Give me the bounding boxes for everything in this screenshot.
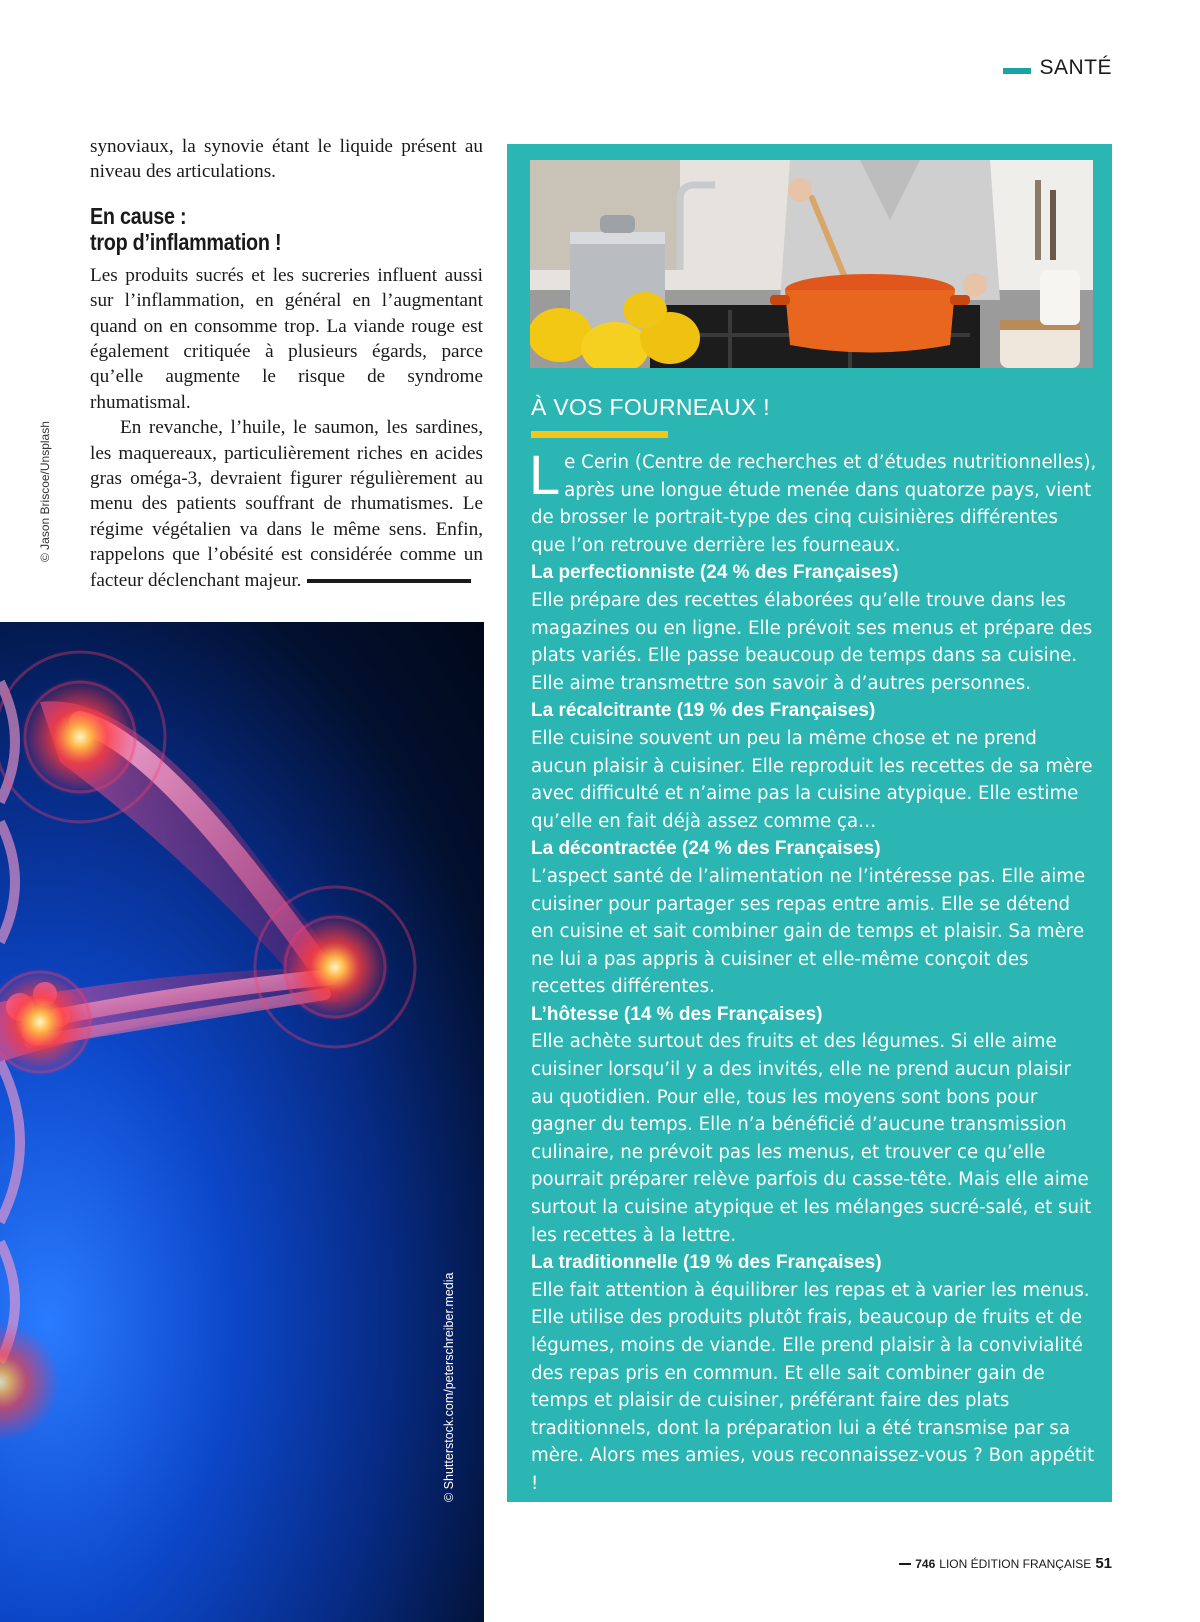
publication-name: LION ÉDITION FRANÇAISE (939, 1556, 1092, 1571)
article-body (90, 263, 483, 593)
intro-paragraph: synoviaux, la synovie étant le liquide présent au niveau des articulations. (90, 136, 483, 183)
article-column (90, 134, 483, 593)
type-heading-perfectionniste: La perfectionniste (24 % des Françaises) (531, 562, 899, 584)
dropcap: L (529, 443, 561, 506)
subhead-line-1: En cause : (90, 202, 187, 229)
page-number: 51 (1095, 1555, 1112, 1572)
photo-credit-joint: © Shutterstock.com/peterschreiber.media (442, 1272, 456, 1502)
joint-inflammation-image (0, 622, 484, 1622)
paragraph-2-text: En revanche, l’huile, le saumon, les sardines, les maquereaux, particulièrement riches en acides gras oméga-3, devraient figurer régulièrement au menu des patients souffrant de rhumatismes. Le régime végétalien va dans le même sens. Enfin, rappelons que l’obésité est considérée comme un facteur déclenchant majeur. (90, 417, 483, 591)
type-text-perfectionniste: Elle prépare des recettes élaborées qu’elle trouve dans les magazines ou en ligne. Elle prévoit ses menus et prépare des plats variés. Elle passe beaucoup de temps dans sa cuisine. Elle aime transmettre son savoir à d’autres personnes. (531, 589, 1093, 694)
type-heading-hotesse: L’hôtesse (14 % des Françaises) (531, 1003, 823, 1025)
sidebar-title-underline (531, 431, 668, 438)
paragraph-1: Les produits sucrés et les sucreries influent aussi sur l’inflammation, en général en l’augmentant quand on en consomme trop. La viande rouge est également critiquée à plusieurs égards, parce qu’elle augmente le risque de syndrome rhumatismal. (90, 264, 483, 413)
section-bar (1003, 68, 1031, 74)
section-tag (1003, 56, 1112, 80)
page-footer (899, 1555, 1112, 1572)
footer-bar (899, 1563, 911, 1565)
article-subhead (90, 203, 428, 255)
kitchen-illustration (530, 160, 1093, 368)
type-text-decontractee: L’aspect santé de l’alimentation ne l’intéresse pas. Elle aime cuisiner pour partager ses repas entre amis. Elle se détend en cuisine et sait combiner gain de temps et plaisir. Sa mère ne lui a pas appris à cuisiner et elle-même conçoit des recettes différentes. (531, 865, 1086, 998)
article-intro (90, 134, 483, 185)
type-text-recalcitrante: Elle cuisine souvent un peu la même chose et ne prend aucun plaisir à cuisiner. Elle reproduit les recettes de sa mère avec difficulté et n’aime pas la cuisine atypique. Elle estime qu’elle en fait déjà assez comme ça… (531, 727, 1093, 832)
sidebar-intro: e Cerin (Centre de recherches et d’études nutritionnelles), après une longue étude menée dans quatorze pays, vient de brosser le portrait-type des cinq cuisinières différentes que l’on retrouve derrière les fourneaux. (531, 452, 1097, 556)
joint-illustration (0, 622, 484, 1622)
type-text-traditionnelle: Elle fait attention à équilibrer les repas et à varier les menus. Elle utilise des produits plutôt frais, beaucoup de fruits et de légumes, moins de viande. Elle prend plaisir à la convivialité des repas pris en commun. Et elle sait combiner gain de temps et plaisir de cuisiner, préférant faire des plats traditionnels, dont la préparation lui a été transmise par sa mère. Alors mes amies, vous reconnaissez-vous ? Bon appétit ! (531, 1279, 1095, 1494)
kitchen-photo (530, 160, 1093, 368)
subhead-line-2: trop d’inflammation ! (90, 228, 282, 255)
sidebar-text (529, 443, 1097, 1498)
issue-number: 746 (915, 1556, 936, 1571)
sidebar-box (507, 144, 1112, 1502)
sidebar-title: À VOS FOURNEAUX ! (531, 394, 770, 420)
paragraph-2 (90, 415, 483, 593)
type-heading-recalcitrante: La récalcitrante (19 % des Françaises) (531, 700, 876, 722)
section-label: SANTÉ (1039, 56, 1112, 79)
type-heading-decontractee: La décontractée (24 % des Françaises) (531, 838, 881, 860)
type-heading-traditionnelle: La traditionnelle (19 % des Françaises) (531, 1252, 882, 1274)
type-text-hotesse: Elle achète surtout des fruits et des légumes. Si elle aime cuisiner lorsqu’il y a des invités, elle ne prend aucun plaisir au quotidien. Pour elle, tous les moyens sont bons pour gagner du temps. Elle n’a bénéficié d’aucune transmission culinaire, ne prévoit pas les menus, et trouver ce qu’elle pourrait préparer relève parfois du casse-tête. Mais elle aime surtout la cuisine atypique et les mélanges sucré-salé, et suit les recettes à la lettre. (531, 1031, 1092, 1246)
photo-credit-kitchen: © Jason Briscoe/Unsplash (38, 421, 52, 562)
end-rule (307, 579, 471, 583)
